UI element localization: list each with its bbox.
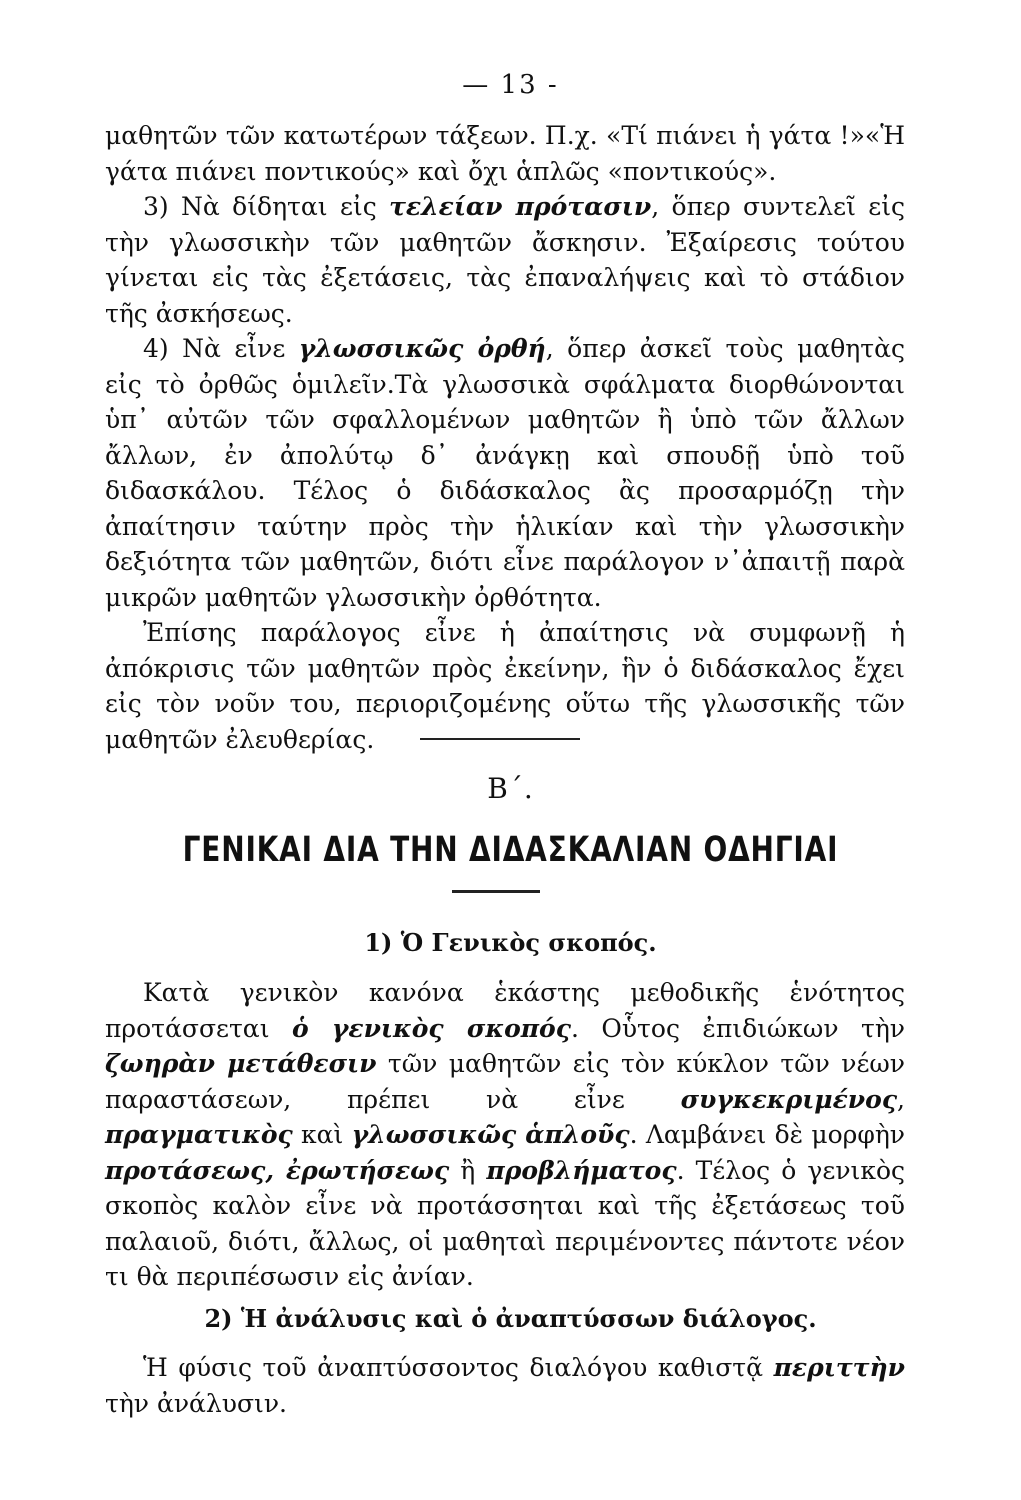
emphasis-text: πραγματικὸς bbox=[105, 1120, 293, 1149]
text-span: , ὅπερ συντελεῖ εἰς τὴν γλωσσικὴν τῶν μαθητῶν ἄσκησιν. Ἐξαίρεσις τούτου γίνεται εἰς τὰς ἐξετάσεις, τὰς ἐπαναλήψεις καὶ τὸ στάδιον τῆς ἀσκήσεως. bbox=[105, 192, 906, 328]
emphasis-text: τελείαν πρότασιν bbox=[389, 192, 652, 221]
text-span: τὴν ἀνάλυσιν. bbox=[105, 1388, 287, 1418]
subheading-analysis: 2) Ἡ ἀνάλυσις καὶ ὁ ἀναπτύσσων διάλογος. bbox=[204, 1304, 817, 1333]
paragraph-general-aim bbox=[105, 975, 905, 1295]
emphasis-text: γλωσσικῶς ἁπλοῦς bbox=[351, 1120, 630, 1149]
emphasis-text: προβλήματος bbox=[486, 1155, 677, 1185]
text-span: τῶν μαθητῶν εἰς τὸν κύκλον τῶν νέων παραστάσεων, πρέπει νὰ εἶνε bbox=[105, 1049, 906, 1114]
text-block-general-aim bbox=[105, 975, 905, 1295]
text-span: . Οὗτος ἐπιδιώκων τὴν bbox=[570, 1013, 905, 1043]
paragraph-continuation bbox=[105, 118, 905, 189]
title-underline bbox=[452, 890, 540, 893]
emphasis-text: προτάσεως, ἐρωτήσεως bbox=[105, 1155, 450, 1185]
text-span: Ἡ φύσις τοῦ ἀναπτύσσοντος διαλόγου καθιστᾷ bbox=[143, 1353, 774, 1382]
emphasis-text: ζωηρὰν μετάθεσιν bbox=[105, 1049, 377, 1078]
text-block-top bbox=[105, 118, 905, 757]
paragraph-episis bbox=[105, 615, 905, 757]
text-span: Κατὰ γενικὸν κανόνα ἑκάστης μεθοδικῆς ἑνότητος προτάσσεται bbox=[105, 978, 905, 1043]
emphasis-text: συγκεκριμένος bbox=[680, 1084, 898, 1114]
text-block-analysis bbox=[105, 1350, 905, 1421]
text-span: μαθητῶν τῶν κατωτέρων τάξεων. Π.χ. «Τί πιάνει ἡ γάτα !»«Ἡ γάτα πιάνει ποντικούς» καὶ ὄχι ἁπλῶς «ποντικούς». bbox=[105, 121, 905, 186]
paragraph-item-3 bbox=[105, 189, 905, 331]
text-span: καὶ bbox=[292, 1120, 352, 1149]
text-span: ἢ bbox=[449, 1155, 487, 1185]
text-span: 4) Νὰ εἶνε bbox=[143, 334, 299, 363]
text-span: . Τέλος ὁ γενικὸς σκοπὸς καλὸν εἶνε νὰ προτάσσηται καὶ τῆς ἐξετάσεως τοῦ παλαιοῦ, διότι, ἄλλως, οἱ μαθηταὶ περιμένοντες πάντοτε νέον τι θὰ περιπέσωσιν εἰς ἀνίαν. bbox=[105, 1155, 905, 1291]
paragraph-item-4 bbox=[105, 331, 905, 615]
text-span: , ὅπερ ἀσκεῖ τοὺς μαθητὰς εἰς τὸ ὀρθῶς ὁμιλεῖν.Τὰ γλωσσικὰ σφάλματα διορθώνονται ὑπ᾽ αὐτῶν τῶν σφαλλομένων μαθητῶν ἢ ὑπὸ τῶν ἄλλων ἄλλων, ἐν ἀπολύτῳ δ᾽ ἀνάγκῃ καὶ σπουδῇ ὑπὸ τοῦ διδασκάλου. Τέλος ὁ διδάσκαλος ἂς προσαρμόζῃ τὴν ἀπαίτησιν ταύτην πρὸς τὴν ἡλικίαν καὶ τὴν γλωσσικὴν δεξιότητα τῶν μαθητῶν, διότι εἶνε παράλογον ν᾽ἀπαιτῇ παρὰ μικρῶν μαθητῶν γλωσσικὴν ὀρθότητα. bbox=[105, 334, 905, 612]
emphasis-text: ὁ γενικὸς σκοπός bbox=[291, 1013, 571, 1043]
text-span: Ἐπίσης παράλογος εἶνε ἡ ἀπαίτησις νὰ συμφωνῇ ἡ ἀπόκρισις τῶν μαθητῶν πρὸς ἐκείνην, ἣν ὁ διδάσκαλος ἔχει εἰς τὸν νοῦν του, περιοριζομένης οὕτω τῆς γλωσσικῆς τῶν μαθητῶν ἐλευθερίας. bbox=[105, 618, 905, 754]
section-divider bbox=[420, 738, 580, 740]
paragraph-analysis bbox=[105, 1350, 905, 1421]
section-letter: Β΄. bbox=[487, 772, 534, 805]
page-number: — 13 - bbox=[462, 70, 559, 100]
text-span: . Λαμβάνει δὲ μορφὴν bbox=[629, 1120, 906, 1149]
emphasis-text: γλωσσικῶς ὀρθή bbox=[298, 334, 546, 363]
text-span: 3) Νὰ δίδηται εἰς bbox=[143, 192, 390, 221]
text-span: , bbox=[897, 1084, 905, 1114]
subheading-general-aim: 1) Ὁ Γενικὸς σκοπός. bbox=[364, 928, 657, 957]
emphasis-text: περιττὴν bbox=[773, 1353, 905, 1382]
section-title: ΓΕΝΙΚΑΙ ΔΙΑ ΤΗΝ ΔΙΔΑΣΚΑΛΙΑΝ ΟΔΗΓΙΑΙ bbox=[182, 830, 839, 870]
